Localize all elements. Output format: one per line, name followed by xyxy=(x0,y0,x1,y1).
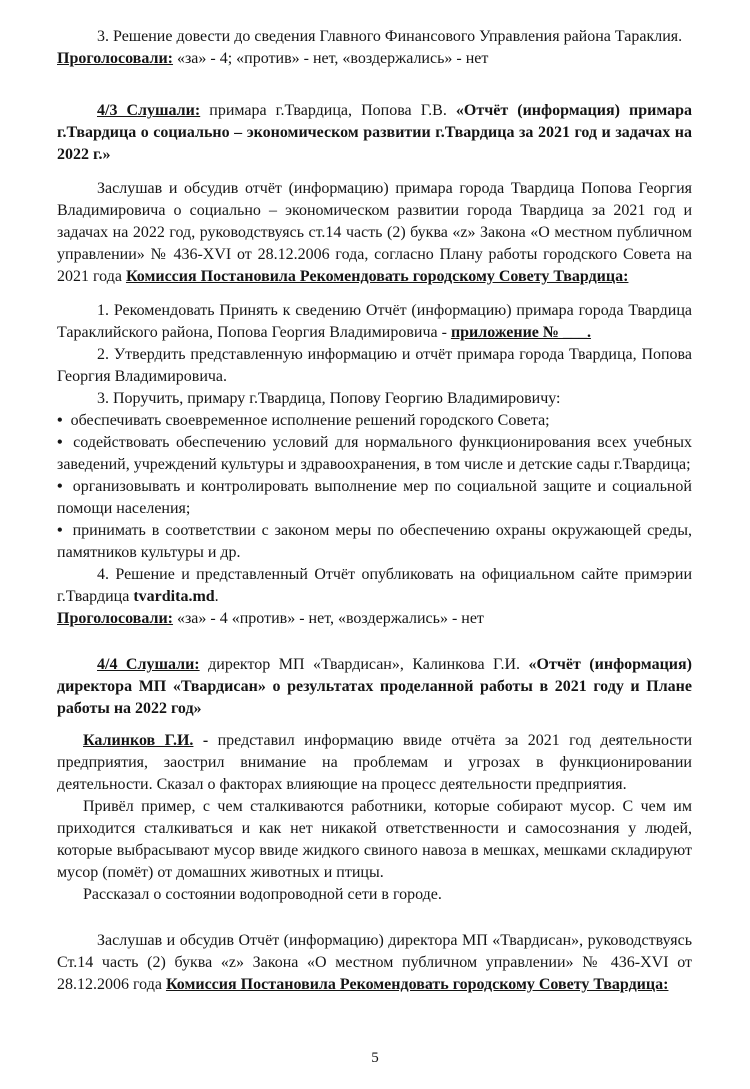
item-4-4-title: «Отчёт (информация) директора МП «Твардисан» о результатах проделанной работы в 2021 году и Плане работы на 2022 год» xyxy=(57,656,692,717)
point-1-annex-ref: приложение № ___. xyxy=(450,324,591,341)
voting-label-2: Проголосовали: xyxy=(57,610,173,627)
item-4-4-number-label: 4/4 Слушали: xyxy=(97,656,200,673)
bullet-icon: • xyxy=(57,478,63,495)
point-4-text: 4. Решение и представленный Отчёт опубликовать на официальном сайте примэрии г.Твардица xyxy=(57,566,692,605)
paragraph-point-3: 3. Поручить, примару г.Твардица, Попову Георгию Владимировичу: xyxy=(97,390,561,407)
preamble-4-3-text: Заслушав и обсудив отчёт (информацию) примара города Твардица Попова Георгия Владимировича о социально – экономическом развитии города Твардица за 2021 год и задачах на 2022 год, руководствуясь ст.14 часть (2) буква «z» Закона «О местном публичном управлении» № 436-XVI от 28.12.2006 года, согласно Плану работы городского Совета на 2021 года xyxy=(57,180,692,285)
voting-result-1: «за» - 4; «против» - нет, «воздержались» - нет xyxy=(176,50,489,67)
paragraph-speaker-report xyxy=(57,730,692,796)
resolution-label-4-3: Комиссия Постановила Рекомендовать городскому Совету Твардица: xyxy=(125,268,629,285)
paragraph-preamble-4-3 xyxy=(57,178,692,288)
paragraph-point-4 xyxy=(57,564,692,608)
paragraph-decision-3: 3. Решение довести до сведения Главного Финансового Управления района Тараклия. xyxy=(97,28,683,45)
paragraph-point-1 xyxy=(57,300,692,344)
bullet-item-4 xyxy=(57,520,692,564)
heading-item-4-4 xyxy=(57,654,692,720)
item-4-3-speaker: примара г.Твардица, Попова Г.В. xyxy=(209,102,447,119)
speaker-report-text: представил информацию ввиде отчёта за 2021 год деятельности предприятия, заострил внимание на проблемам и угрозах в функционировании деятельности. Сказал о факторах влияющие на процесс деятельности предприятия. xyxy=(57,732,693,793)
bullet-item-3 xyxy=(57,476,692,520)
bullet-text-4: принимать в соответствии с законом меры по обеспечению охраны окружающей среды, памятников культуры и др. xyxy=(57,522,692,561)
bullet-text-1: обеспечивать своевременное исполнение решений городского Совета; xyxy=(70,412,550,429)
item-4-4-speaker: директор МП «Твардисан», Калинкова Г.И. xyxy=(208,656,521,673)
point-1-text: 1. Рекомендовать Принять к сведению Отчёт (информацию) примара города Твардица Тараклийского района, Попова Георгия Владимировича - xyxy=(57,302,692,341)
voting-label-1: Проголосовали: xyxy=(57,50,173,67)
page-number: 5 xyxy=(371,1050,379,1066)
website-link-text: tvardita.md xyxy=(133,588,215,605)
bullet-text-3: организовывать и контролировать выполнение мер по социальной защите и социальной помощи населения; xyxy=(57,478,692,517)
resolution-label-4-4: Комиссия Постановила Рекомендовать городскому Совету Твардица: xyxy=(165,976,669,993)
bullet-item-1 xyxy=(57,410,692,432)
speaker-dash: - xyxy=(202,732,209,749)
bullet-icon: • xyxy=(57,412,63,429)
point-4-period: . xyxy=(214,588,219,605)
voting-line-2 xyxy=(57,608,692,630)
bullet-icon: • xyxy=(57,522,63,539)
paragraph-preamble-4-4 xyxy=(57,930,692,996)
paragraph-speech-2: Привёл пример, с чем сталкиваются работники, которые собирают мусор. С чем им приходится сталкиваться и как нет никакой ответственности и самосознания у людей, которые выбрасывают мусор ввиде жидкого свиного навоза в мешках, мешками складируют мусор (помёт) от домашних животных и птицы. xyxy=(57,798,692,881)
voting-line-1 xyxy=(57,48,692,70)
paragraph-point-2: 2. Утвердить представленную информацию и отчёт примара города Твардица, Попова Георгия Владимировича. xyxy=(57,346,692,385)
preamble-4-4-text: Заслушав и обсудив Отчёт (информацию) директора МП «Твардисан», руководствуясь Ст.14 часть (2) буква «z» Закона «О местном публичном управлении» № 436-XVI от 28.12.2006 года xyxy=(57,932,692,993)
bullet-text-2: содействовать обеспечению условий для нормального функционирования всех учебных заведений, учреждений культуры и здравоохранения, в том числе и детские сады г.Твардица; xyxy=(57,434,692,473)
item-4-3-number-label: 4/3 Слушали: xyxy=(97,102,201,119)
speaker-name: Калинков Г.И. xyxy=(83,732,194,749)
bullet-item-2 xyxy=(57,432,692,476)
bullet-icon: • xyxy=(57,434,63,451)
paragraph-speech-3: Рассказал о состоянии водопроводной сети в городе. xyxy=(83,886,442,903)
item-4-3-title: «Отчёт (информация) примара г.Твардица о социально – экономическом развитии г.Твардица за 2021 год и задачах на 2022 г.» xyxy=(57,102,693,163)
heading-item-4-3 xyxy=(57,100,692,166)
voting-result-2: «за» - 4 «против» - нет, «воздержались» - нет xyxy=(176,610,484,627)
